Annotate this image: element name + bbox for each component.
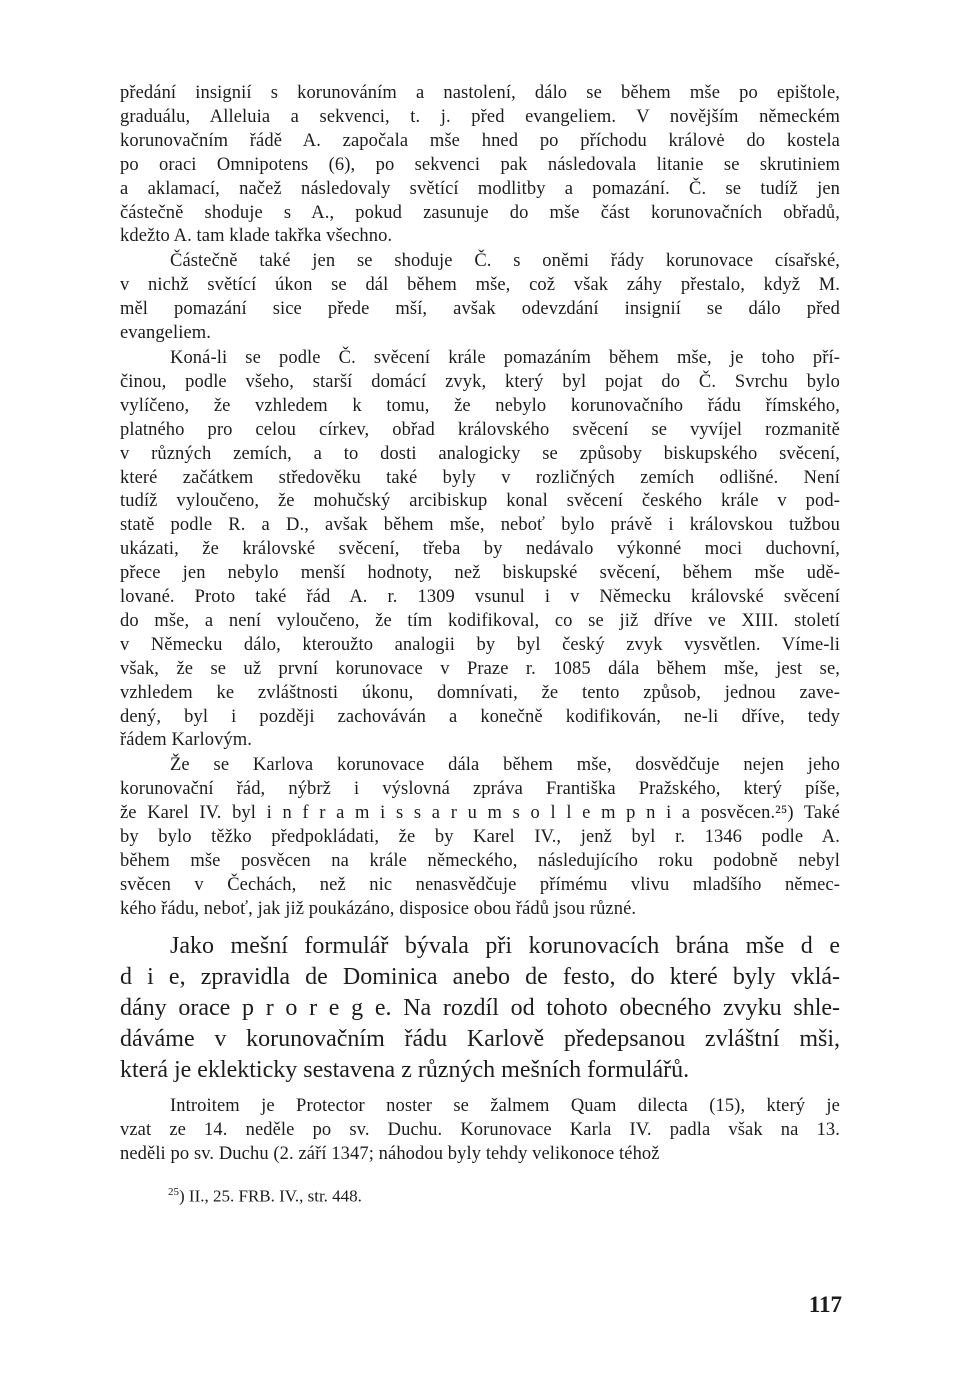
text-line: platného pro celou církev, obřad královského svěcení se vyvíjel rozmanitě [120,419,840,440]
text-line: měl pomazání sice přede mší, avšak odevzdání insignií se dálo před [120,299,840,320]
text-line: předání insignií s korunováním a nastolení, dálo se během mše po epištole, [120,83,840,103]
paragraph [120,347,840,753]
paragraph [120,931,840,1086]
text-line: kdežto A. tam klade takřka všechno. [120,226,393,247]
text-line: lované. Proto také řád A. r. 1309 vsunul i v Německu královské svěcení [120,587,840,608]
text-line: však, že se už první korunovace v Praze r. 1085 dála během mše, jest se, [120,658,840,679]
text-line: korunovační řád, nýbrž i výslovná zpráva Františka Pražského, který píše, [120,779,840,800]
text-line: statě podle R. a D., avšak během mše, neboť bylo právě i královskou tužbou [120,515,840,536]
text-line: evangeliem. [120,323,211,344]
text-line: činou, podle všeho, starší domácí zvyk, který byl pojat do Č. Svrchu bylo [120,371,840,392]
text-line: které začátkem středověku také byly v rozličných zemích odlišné. Není [120,467,840,488]
text-line: po oraci Omnipotens (6), po sekvenci pak následovala litanie se skrutiniem [120,154,840,175]
text-line: Že se Karlova korunovace dála během mše, dosvědčuje nejen jeho [170,755,840,776]
text-line: dáváme v korunovačním řádu Karlově předepsanou zvláštní mši, [120,1025,840,1052]
text-line: vylíčeno, že vzhledem k tomu, že nebylo korunovačního řádu římského, [120,395,840,416]
body-text [120,82,840,1166]
text-line: Koná-li se podle Č. svěcení krále pomazáním během mše, je toho pří- [170,347,840,368]
text-line: a aklamací, načež následovaly světící modlitby a pomazání. Č. se tudíž jen [120,178,840,199]
text-line: vzat ze 14. neděle po sv. Duchu. Korunovace Karla IV. padla však na 13. [120,1119,840,1140]
text-line: Částečně také jen se shoduje Č. s oněmi řády korunovace císařské, [170,251,840,272]
text-line: korunovačním řádě A. započala mše hned po příchodu královė do kostela [120,130,840,151]
text-line: v různých zemích, a to dosti analogicky se způsoby biskupského svěcení, [120,443,840,464]
text-line: kého řádu, neboť, jak již poukázáno, disposice obou řádů jsou různé. [120,898,637,919]
text-line: přece jen nebylo menší hodnoty, než biskupské svěcení, během mše udě- [120,563,840,584]
text-line: během mše posvěcen na krále německého, následujícího roku podobně nebyl [120,851,840,871]
text-line: Jako mešní formulář bývala při korunovacích brána mše d e [170,932,840,959]
text-line: by bylo těžko předpokládati, že by Karel IV., jenž byl r. 1346 podle A. [120,827,840,848]
text-line: neděli po sv. Duchu (2. září 1347; náhodou byly tehdy velikonoce téhož [120,1143,660,1164]
footnote [120,1180,840,1209]
text-line: Introitem je Protector noster se žalmem Quam dilecta (15), který je [170,1095,840,1116]
footnote-marker: 25 [168,1186,179,1199]
text-line: svěcen v Čechách, než nic nenasvědčuje přímému vlivu mladšího němec- [120,874,840,895]
text-line: v nichž světící úkon se dál během mše, což však záhy přestalo, když M. [120,275,840,296]
text-line: dány orace p r o r e g e. Na rozdíl od tohoto obecného zvyku shle- [120,994,840,1021]
text-line: částečně shoduje s A., pokud zasunuje do mše část korunovačních obřadů, [120,202,840,223]
text-line: d i e, zpravidla de Dominica anebo de festo, do které byly vklá- [120,963,840,990]
text-line: vzhledem ke zvláštnosti úkonu, domnívati, že tento způsob, jednou zave- [120,682,840,703]
text-line: která je eklekticky sestavena z různých mešních formulářů. [120,1056,690,1083]
text-line: ukázati, že královské svěcení, třeba by nedávalo výkonné moci duchovní, [120,539,840,560]
page-number: 117 [808,1292,842,1317]
paragraph [120,82,840,249]
text-line: že Karel IV. byl i n f r a m i s s a r u m s o l l e m p n i a posvěcen.²⁵) Také [120,803,840,824]
text-line: řádem Karlovým. [120,730,252,751]
page-body [120,82,840,1209]
text-line: dený, byl i později zachováván a konečně kodifikován, ne-li dříve, tedy [120,706,840,727]
text-line: do mše, a není vyloučeno, že tím kodifikoval, co se již dříve ve XIII. století [120,610,840,631]
text-line: tudíž vyloučeno, že mohučský arcibiskup konal svěcení českého krále v pod- [120,491,840,512]
footnote-text: ) II., 25. FRB. IV., str. 448. [179,1187,362,1207]
paragraph [120,250,840,346]
paragraph [120,1095,840,1167]
paragraph [120,754,840,921]
text-line: v Německu dálo, kteroužto analogii by byl český zvyk vysvětlen. Víme-li [120,634,840,655]
text-line: graduálu, Alleluia a sekvenci, t. j. před evangeliem. V novějším německém [120,106,840,127]
